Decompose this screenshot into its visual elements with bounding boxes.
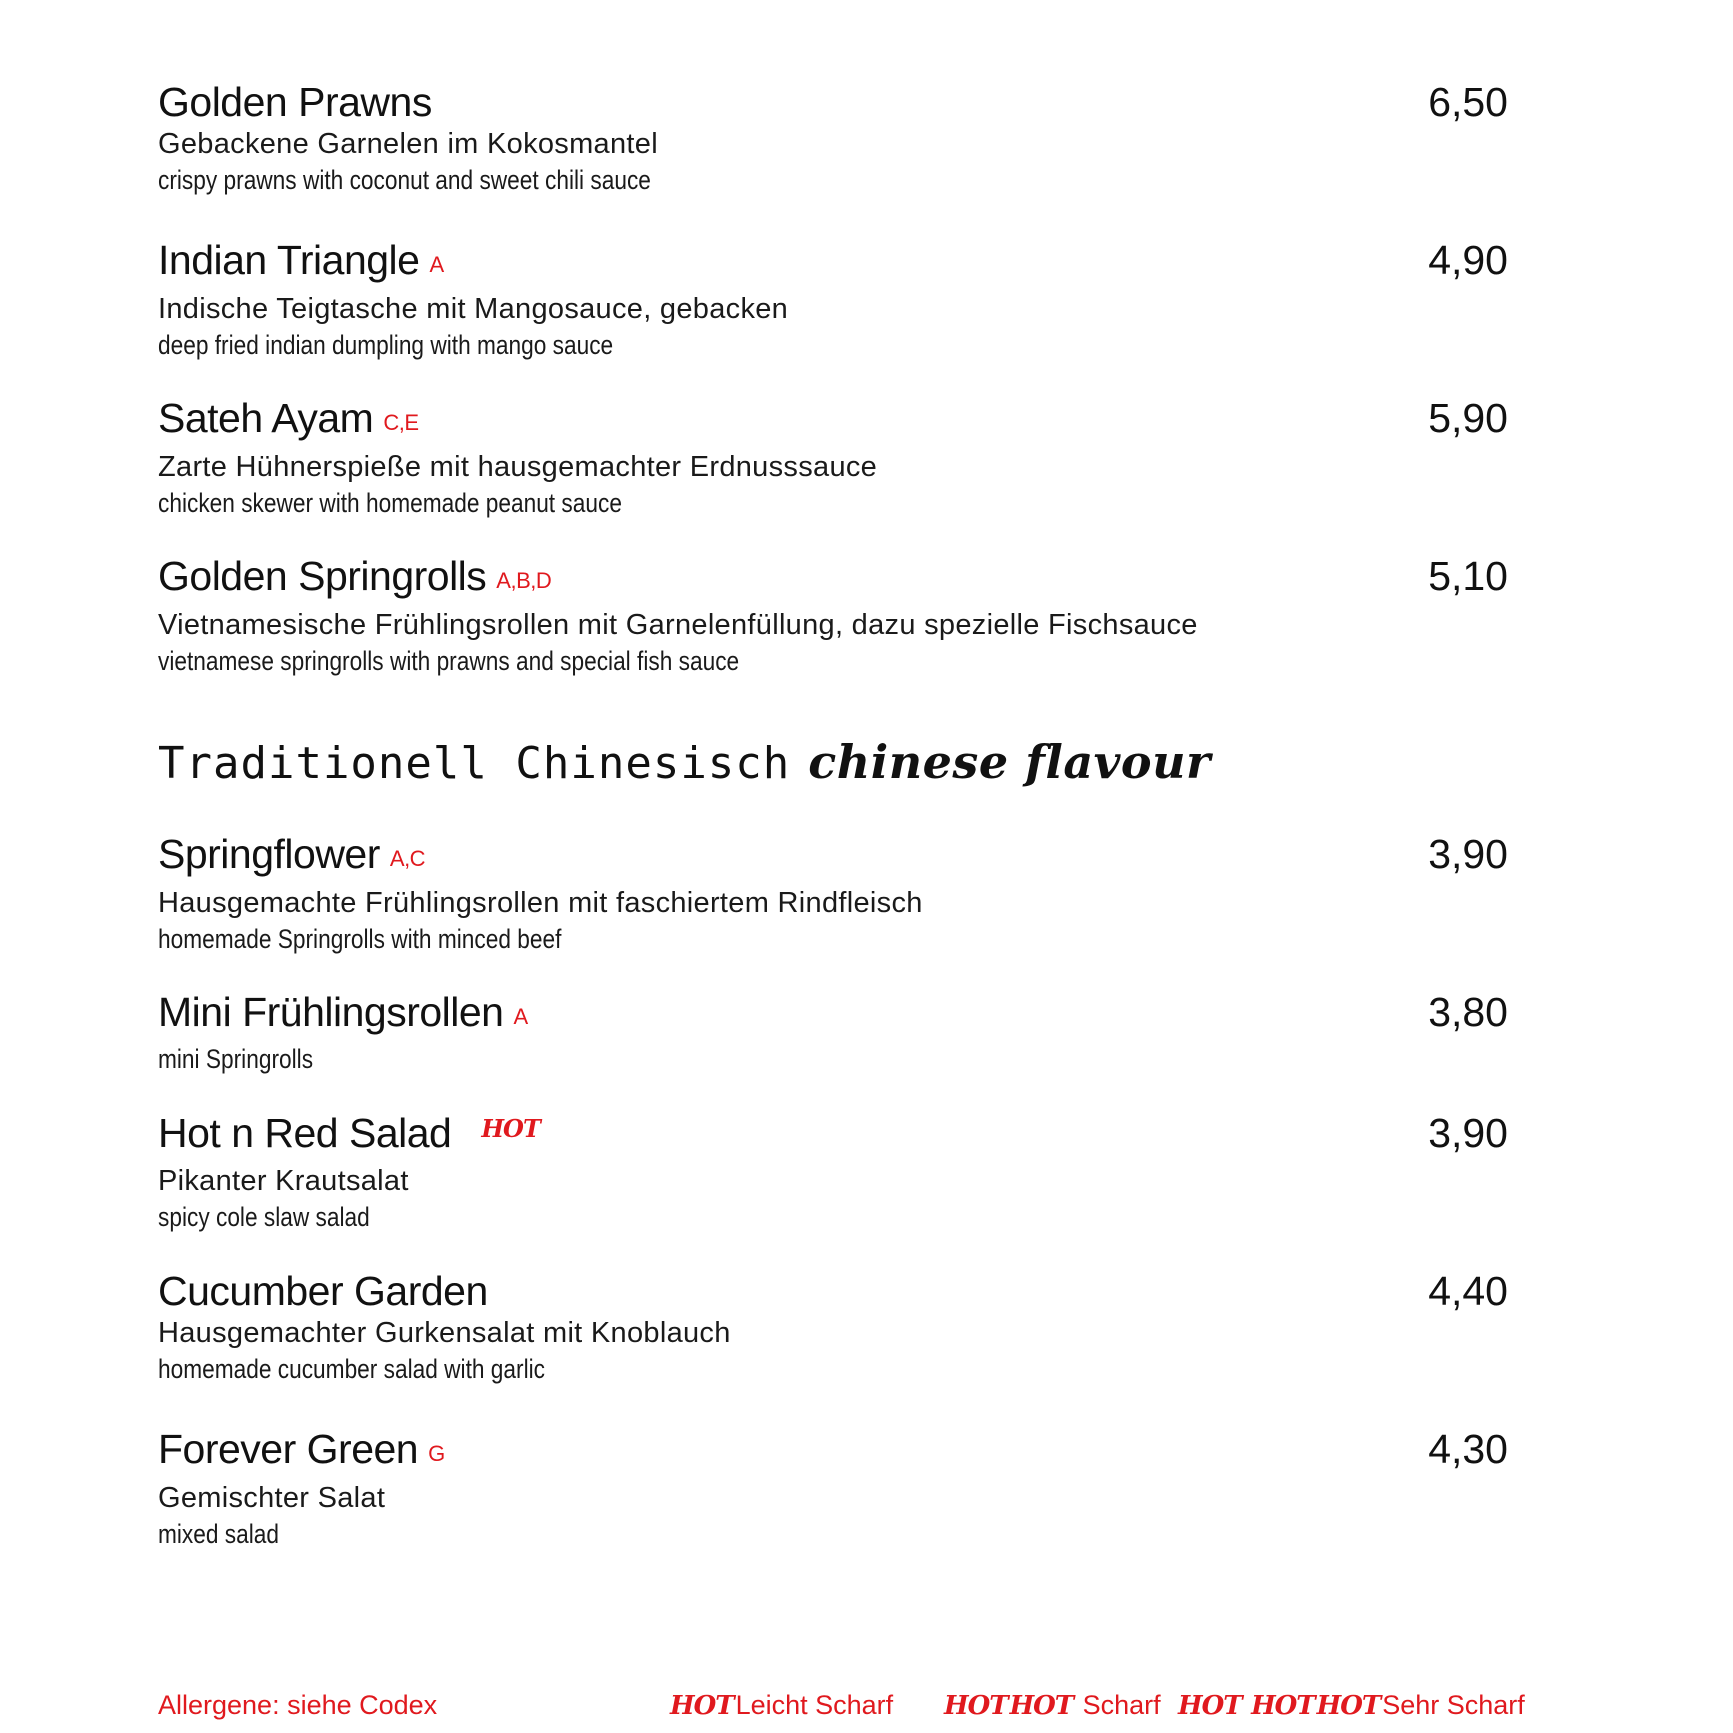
item-description-de: Gebackene Garnelen im Kokosmantel — [158, 128, 658, 160]
item-name: Indian Triangle A — [158, 237, 444, 283]
menu-item-hot-n-red-salad — [158, 1111, 1508, 1235]
item-price: 5,10 — [1428, 553, 1508, 599]
section-title-en: chinese flavour — [808, 735, 1211, 789]
section-title-de: Traditionell Chinesisch — [158, 738, 791, 789]
item-name: Golden Prawns — [158, 79, 432, 125]
item-description-de: Indische Teigtasche mit Mangosauce, gebacken — [158, 293, 789, 325]
legend-hot-label: Scharf — [1082, 1690, 1161, 1720]
menu-item-forever-green — [158, 1427, 1508, 1552]
menu-item-indian-triangle — [158, 238, 1508, 363]
item-description-en: deep fried indian dumpling with mango sauce — [158, 330, 614, 360]
menu-item-springflower — [158, 832, 1508, 957]
item-price: 5,90 — [1428, 395, 1508, 441]
item-description-en: mini Springrolls — [158, 1044, 314, 1074]
section-heading — [158, 735, 1211, 789]
item-name: Springflower A,C — [158, 831, 426, 877]
item-price: 3,90 — [1428, 1110, 1508, 1156]
allergen-code: A — [513, 1004, 528, 1029]
hot-spice-icon: HOT — [944, 1691, 1008, 1721]
item-description-en: crispy prawns with coconut and sweet chili sauce — [158, 165, 651, 195]
item-price: 3,80 — [1428, 989, 1508, 1035]
hot-spice-icon: HOT — [1178, 1691, 1242, 1721]
item-name: Sateh Ayam C,E — [158, 395, 419, 441]
menu-item-sateh-ayam — [158, 396, 1508, 521]
item-name: Cucumber Garden — [158, 1268, 488, 1314]
legend-very-hot — [1178, 1688, 1525, 1723]
allergen-code: G — [428, 1441, 445, 1466]
menu-item-golden-springrolls — [158, 554, 1508, 679]
item-description-de: Pikanter Krautsalat — [158, 1165, 409, 1197]
item-name: Hot n Red Salad HOT — [158, 1111, 1508, 1161]
allergen-code: A,B,D — [496, 568, 552, 593]
allergen-code: A — [429, 252, 444, 277]
item-description-de: Gemischter Salat — [158, 1482, 386, 1514]
item-price: 4,90 — [1428, 237, 1508, 283]
item-description-en: homemade Springrolls with minced beef — [158, 924, 562, 954]
allergen-note: Allergene: siehe Codex — [158, 1690, 438, 1720]
item-description-en: spicy cole slaw salad — [158, 1202, 370, 1232]
item-description-en: mixed salad — [158, 1519, 280, 1549]
item-description-de: Zarte Hühnerspieße mit hausgemachter Erdnusssauce — [158, 451, 878, 483]
item-name: Mini Frühlingsrollen A — [158, 989, 528, 1035]
item-price: 4,40 — [1428, 1268, 1508, 1314]
hot-spice-icon: HOT — [1316, 1691, 1381, 1721]
item-description-en: chicken skewer with homemade peanut sauce — [158, 488, 622, 518]
item-name: Golden Springrolls A,B,D — [158, 553, 552, 599]
item-description-de: Vietnamesische Frühlingsrollen mit Garnelenfüllung, dazu spezielle Fischsauce — [158, 609, 1198, 641]
menu-item-mini-fruehlingsrollen — [158, 990, 1508, 1077]
legend-mild-label: Leicht Scharf — [735, 1690, 894, 1720]
item-price: 4,30 — [1428, 1426, 1508, 1472]
item-description-en: homemade cucumber salad with garlic — [158, 1354, 546, 1384]
legend-mild — [670, 1688, 893, 1723]
hot-spice-icon: HOT — [481, 1114, 540, 1143]
item-name: Forever Green G — [158, 1426, 445, 1472]
legend-very-hot-label: Sehr Scharf — [1382, 1690, 1525, 1720]
item-price: 6,50 — [1428, 79, 1508, 125]
item-description-en: vietnamese springrolls with prawns and special fish sauce — [158, 646, 740, 676]
hot-spice-icon: HOT — [1009, 1691, 1074, 1721]
allergen-code: A,C — [389, 846, 426, 871]
allergen-code: C,E — [383, 410, 419, 435]
item-description-de: Hausgemachter Gurkensalat mit Knoblauch — [158, 1317, 731, 1349]
menu-item-cucumber-garden — [158, 1269, 1508, 1387]
hot-spice-icon: HOT — [1251, 1691, 1315, 1721]
hot-spice-icon: HOT — [670, 1691, 734, 1721]
legend-hot — [944, 1688, 1161, 1723]
item-description-de: Hausgemachte Frühlingsrollen mit faschiertem Rindfleisch — [158, 887, 923, 919]
item-price: 3,90 — [1428, 831, 1508, 877]
menu-item-golden-prawns — [158, 80, 1508, 198]
